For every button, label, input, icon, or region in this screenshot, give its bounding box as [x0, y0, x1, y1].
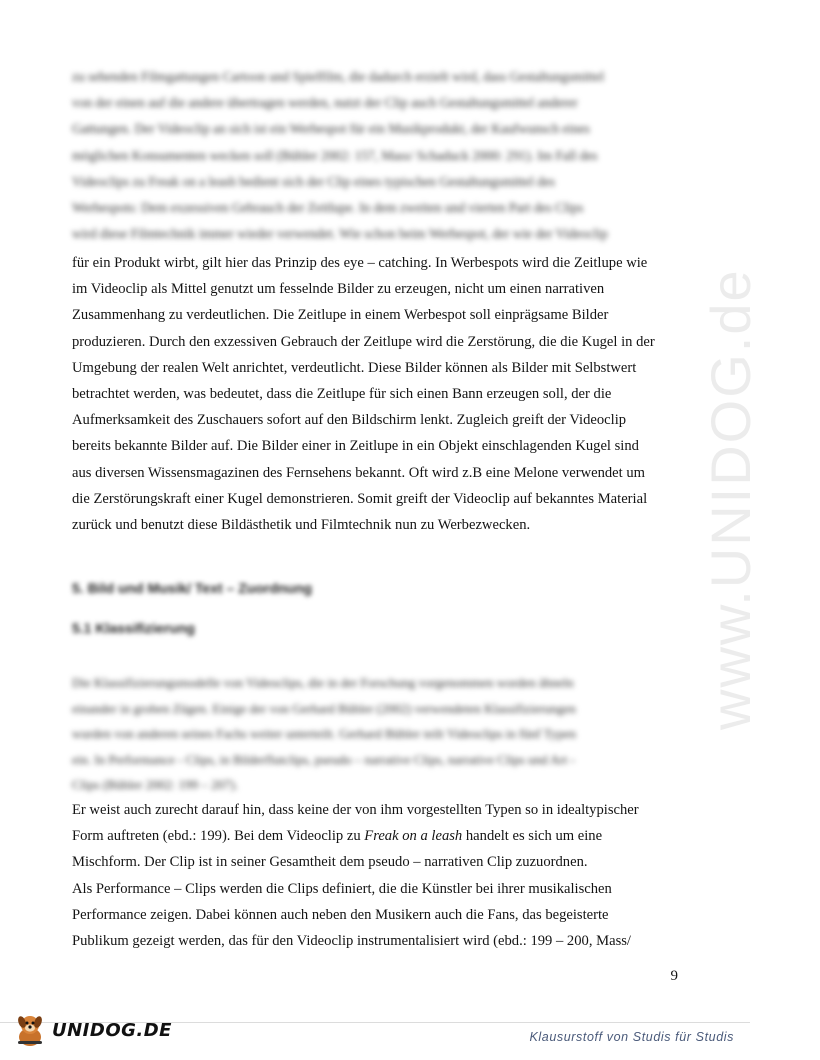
text-line: Mischform. Der Clip ist in seiner Gesamtheit dem pseudo – narrativen Clip zuzuordnen. — [72, 854, 588, 871]
paragraph-classification — [72, 797, 684, 954]
text-line: Als Performance – Clips werden die Clips definiert, die die Künstler bei ihrer musikalischen — [72, 880, 612, 897]
text-line: bereits bekannte Bilder auf. Die Bilder einer in Zeitlupe in ein Objekt einschlagenden Kugel sind — [72, 438, 639, 455]
text-line: zu sehenden Filmgattungen Cartoon und Spielfilm, die dadurch erzielt wird, dass Gestaltungsmittel — [72, 69, 605, 84]
text-line: einander in groben Zügen. Einige der von Gerhard Bühler (2002) verwendeten Klassifizierungen — [72, 700, 576, 716]
page-number: 9 — [670, 968, 678, 984]
text-segment: Form auftreten (ebd.: 199). Bei dem Videoclip zu — [72, 828, 365, 845]
text-line: betrachtet werden, was bedeutet, dass die Zeitlupe für sich einen Bann erzeugen soll, der die — [72, 386, 612, 403]
text-line: von der einen auf die andere übertragen werden, nutzt der Clip auch Gestaltungsmittel anderer — [72, 95, 578, 111]
text-line: ein. In Performance - Clips, in Bilderflutclips, pseudo – narrative Clips, narrative Clips und Art - — [72, 751, 575, 767]
text-line: im Videoclip als Mittel genutzt um fesselnde Bilder zu erzeugen, nicht um einen narrativen — [72, 281, 605, 298]
text-line — [72, 823, 684, 849]
watermark-text: www.UNIDOG.de — [699, 268, 762, 730]
text-line: Er weist auch zurecht darauf hin, dass keine der von ihm vorgestellten Typen so in idealtypischer — [72, 802, 639, 818]
blurred-paragraph-top — [72, 64, 684, 247]
song-title: Freak on a leash — [364, 828, 463, 845]
text-line: Performance zeigen. Dabei können auch neben den Musikern auch die Fans, das begeisterte — [72, 906, 609, 923]
text-line: Umgebung der realen Welt anrichtet, verdeutlicht. Diese Bilder können als Bilder mit Selbstwert — [72, 359, 637, 376]
text-line: Werbespots: Dem exzessiven Gebrauch der Zeitlupe. In dem zweiten und vierten Part des Clips — [72, 200, 584, 216]
text-line: Zusammenhang zu verdeutlichen. Die Zeitlupe in einem Werbespot soll einprägsame Bilder — [72, 307, 609, 324]
text-line: aus diversen Wissensmagazinen des Fernsehens bekannt. Oft wird z.B eine Melone verwendet um — [72, 464, 646, 481]
text-line: Publikum gezeigt werden, das für den Videoclip instrumentalisiert wird (ebd.: 199 – 200, Mass/ — [72, 933, 631, 950]
text-line: Die Klassifizierungsmodelle von Videoclips, die in der Forschung vorgenommen worden ähneln — [72, 675, 574, 690]
text-line: Gattungen. Der Videoclip an sich ist ein Werbespot für ein Musikprodukt, der Kaufwunsch eines — [72, 121, 590, 137]
text-line: Videoclips zu Freak on a leash bedient sich der Clip eines typischen Gestaltungsmittel des — [72, 173, 556, 189]
paragraph-zeitlupe — [72, 250, 684, 538]
text-line: Clips (Bühler 2002: 199 – 207). — [72, 777, 239, 792]
footer-slogan: Klausurstoff von Studis für Studis — [529, 1030, 734, 1044]
text-line: produzieren. Durch den exzessiven Gebrauch der Zeitlupe wird die Zerstörung, die die Kugel in der — [72, 333, 655, 350]
text-line: wird diese Filmtechnik immer wieder verwendet. Wie schon beim Werbespot, der wie der Videoclip — [72, 226, 608, 242]
text-line: die Zerstörungskraft einer Kugel demonstrieren. Somit greift der Videoclip auf bekanntes Material — [72, 490, 648, 507]
dog-mascot-icon — [10, 1010, 50, 1050]
subsection-heading: 5.1 Klassifizierung — [72, 620, 195, 636]
text-line: Aufmerksamkeit des Zuschauers sofort auf den Bildschirm lenkt. Zugleich greift der Videoclip — [72, 412, 627, 429]
footer-logo[interactable] — [10, 1010, 172, 1050]
text-line: möglichen Konsumenten wecken soll (Bühler 2002: 157, Mass/ Schaduck 2000: 291). Im Fall des — [72, 147, 598, 163]
logo-text: UNIDOG.DE — [52, 1019, 172, 1041]
text-segment: handelt es sich um eine — [462, 828, 603, 845]
text-line: wurden von anderen seines Fachs weiter unterteilt. Gerhard Bühler teilt Videoclips in fünf Typen — [72, 726, 576, 741]
blurred-paragraph-classification — [72, 670, 684, 798]
text-line: zurück und benutzt diese Bildästhetik und Filmtechnik nun zu Werbezwecken. — [72, 517, 531, 534]
section-heading: 5. Bild und Musik/ Text – Zuordnung — [72, 580, 313, 596]
text-line: für ein Produkt wirbt, gilt hier das Prinzip des eye – catching. In Werbespots wird die Zeitlupe wie — [72, 255, 648, 271]
